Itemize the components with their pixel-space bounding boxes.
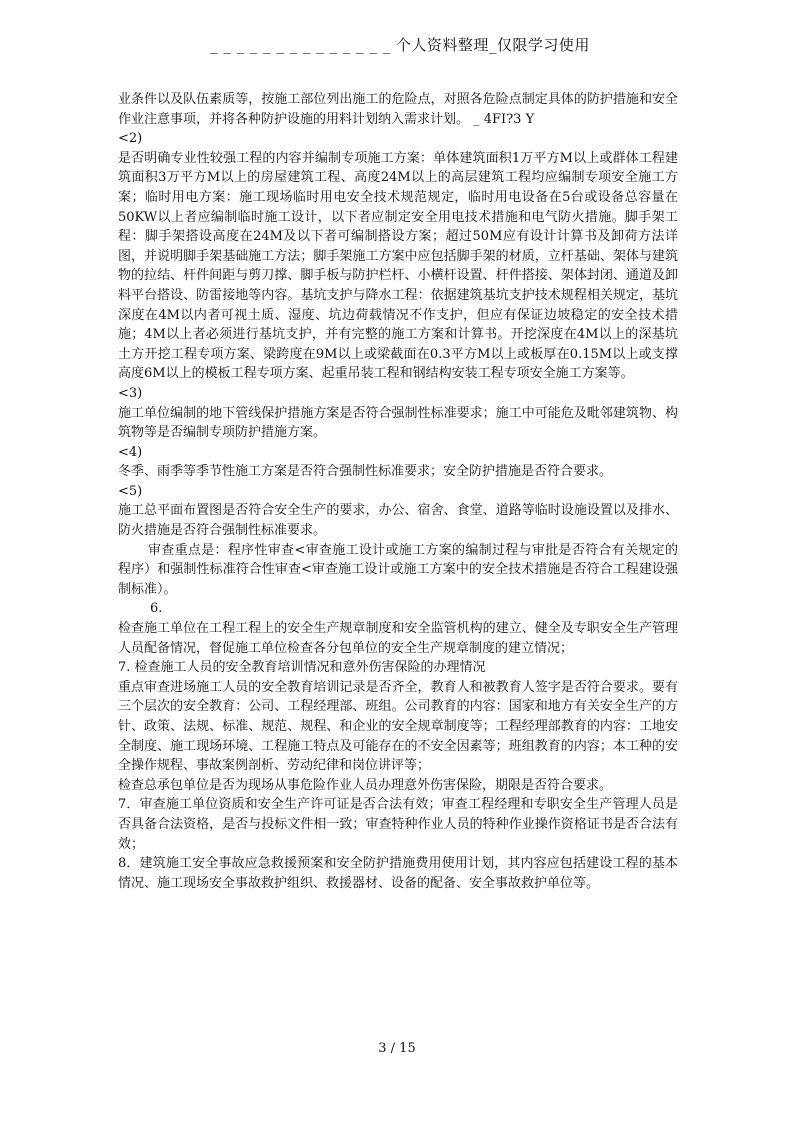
section-marker-5: <5)	[118, 483, 143, 499]
paragraph-insurance: 检查总承包单位是否为现场从事危险作业人员办理意外伤害保险，期限是否符合要求。	[118, 777, 613, 793]
paragraph-safety-management: 检查施工单位在工程工程上的安全生产规章制度和安全监管机构的建立、健全及专职安全生产管理人员配备情况，督促施工单位检查各分包单位的安全生产规章制度的建立情况；	[118, 621, 678, 656]
paragraph-item-7-heading: 7. 检查施工人员的安全教育培训情况和意外伤害保险的办理情况	[118, 660, 486, 676]
paragraph-seasonal-construction: 冬季、雨季等季节性施工方案是否符合强制性标准要求；安全防护措施是否符合要求。	[118, 464, 613, 480]
page-number: 3 / 15	[378, 1041, 416, 1056]
paragraph-review-focus: 审查重点是：程序性审查<审查施工设计或施工方案的编制过程与审批是否符合有关规定的程序）和强制性标准符合性审查<审查施工设计或施工方案中的安全技术措施是否符合工程建设强制标准）。	[118, 542, 678, 597]
document-body	[118, 90, 678, 893]
section-marker-2: <2)	[118, 131, 143, 147]
paragraph-emergency-plan: 8．建筑施工安全事故应急救援预案和安全防护措施费用使用计划，其内容应包括建设工程的基本情况、施工现场安全事故救护组织、救援器材、设备的配备、安全事故救护单位等。	[118, 856, 678, 891]
section-marker-4: <4)	[118, 444, 143, 460]
paragraph-site-layout: 施工总平面布置图是否符合安全生产的要求，办公、宿舍、食堂、道路等临时设施设置以及排水、防火措施是否符合强制性标准要求。	[118, 503, 678, 539]
paragraph-special-schemes: 是否明确专业性较强工程的内容并编制专项施工方案：单体建筑面积1万平方M以上或群体工程建筑面积3万平方M以上的房屋建筑工程、高度24M以上的高层建筑工程均应编制专项安全施工方案；临时用电方案：施工现场临时用电安全技术规范规定，临时用电设备在5台或设备总容量在50KW以上者应编制临时施工设计，以下者应制定安全用电技术措施和电气防火措施。脚手架工程：脚手架搭设高度在24M及以下者可编制搭设方案；超过50M应有设计计算书及卸荷方法详图，并说明脚手架基础施工方法；脚手架施工方案中应包括脚手架的材质，立杆基础、架体与建筑物的拉结、杆件间距与剪刀撑、脚手板与防护栏杆、小横杆设置、杆件搭接、架体封闭、通道及卸料平台搭设、防雷接地等内容。基坑支护与降水工程：依据建筑基坑支护技术规程相关规定，基坑深度在4M以内者可视土质、湿度、坑边荷载情况不作支护，但应有保证边坡稳定的安全技术措施；4M以上者必须进行基坑支护，并有完整的施工方案和计算书。开挖深度在4M以上的深基坑土方开挖工程专项方案、梁跨度在9M以上或梁截面在0.3平方M以上或板厚在0.15M以上或支撑高度6M以上的模板工程专项方案、起重吊装工程和钢结构安装工程专项安全施工方案等。	[118, 150, 678, 382]
paragraph-safety-education: 重点审查进场施工人员的安全教育培训记录是否齐全，教育人和被教育人签字是否符合要求。要有三个层次的安全教育：公司、工程经理部、班组。公司教育的内容：国家和地方有关安全生产的方针、政策、法规、标准、规范、规程、和企业的安全规章制度等；工程经理部教育的内容：工地安全制度、施工现场环境、工程施工特点及可能存在的不安全因素等；班组教育的内容；本工种的安全操作规程、事故案例剖析、劳动纪律和岗位讲评等；	[118, 679, 678, 774]
paragraph-qualification-review: 7．审查施工单位资质和安全生产许可证是否合法有效；审查工程经理和专职安全生产管理人员是否具备合法资格，是否与投标文件相一致；审查特种作业人员的特种作业操作资格证书是否合法有效；	[118, 797, 678, 852]
page-header: _ _ _ _ _ _ _ _ _ _ _ _ _ _ 个人资料整理_仅限学习使用	[210, 36, 590, 54]
item-number-6: 6.	[150, 601, 163, 617]
paragraph-intro: 业条件以及队伍素质等，按施工部位列出施工的危险点，对照各危险点制定具体的防护措施和安全作业注意事项，并将各种防护设施的用料计划纳入需求计划。 _ 4FI?3 Y	[118, 92, 678, 127]
section-marker-3: <3)	[118, 385, 143, 401]
paragraph-underground-pipeline: 施工单位编制的地下管线保护措施方案是否符合强制性标准要求；施工中可能危及毗邻建筑物、构筑物等是否编制专项防护措施方案。	[118, 405, 678, 441]
